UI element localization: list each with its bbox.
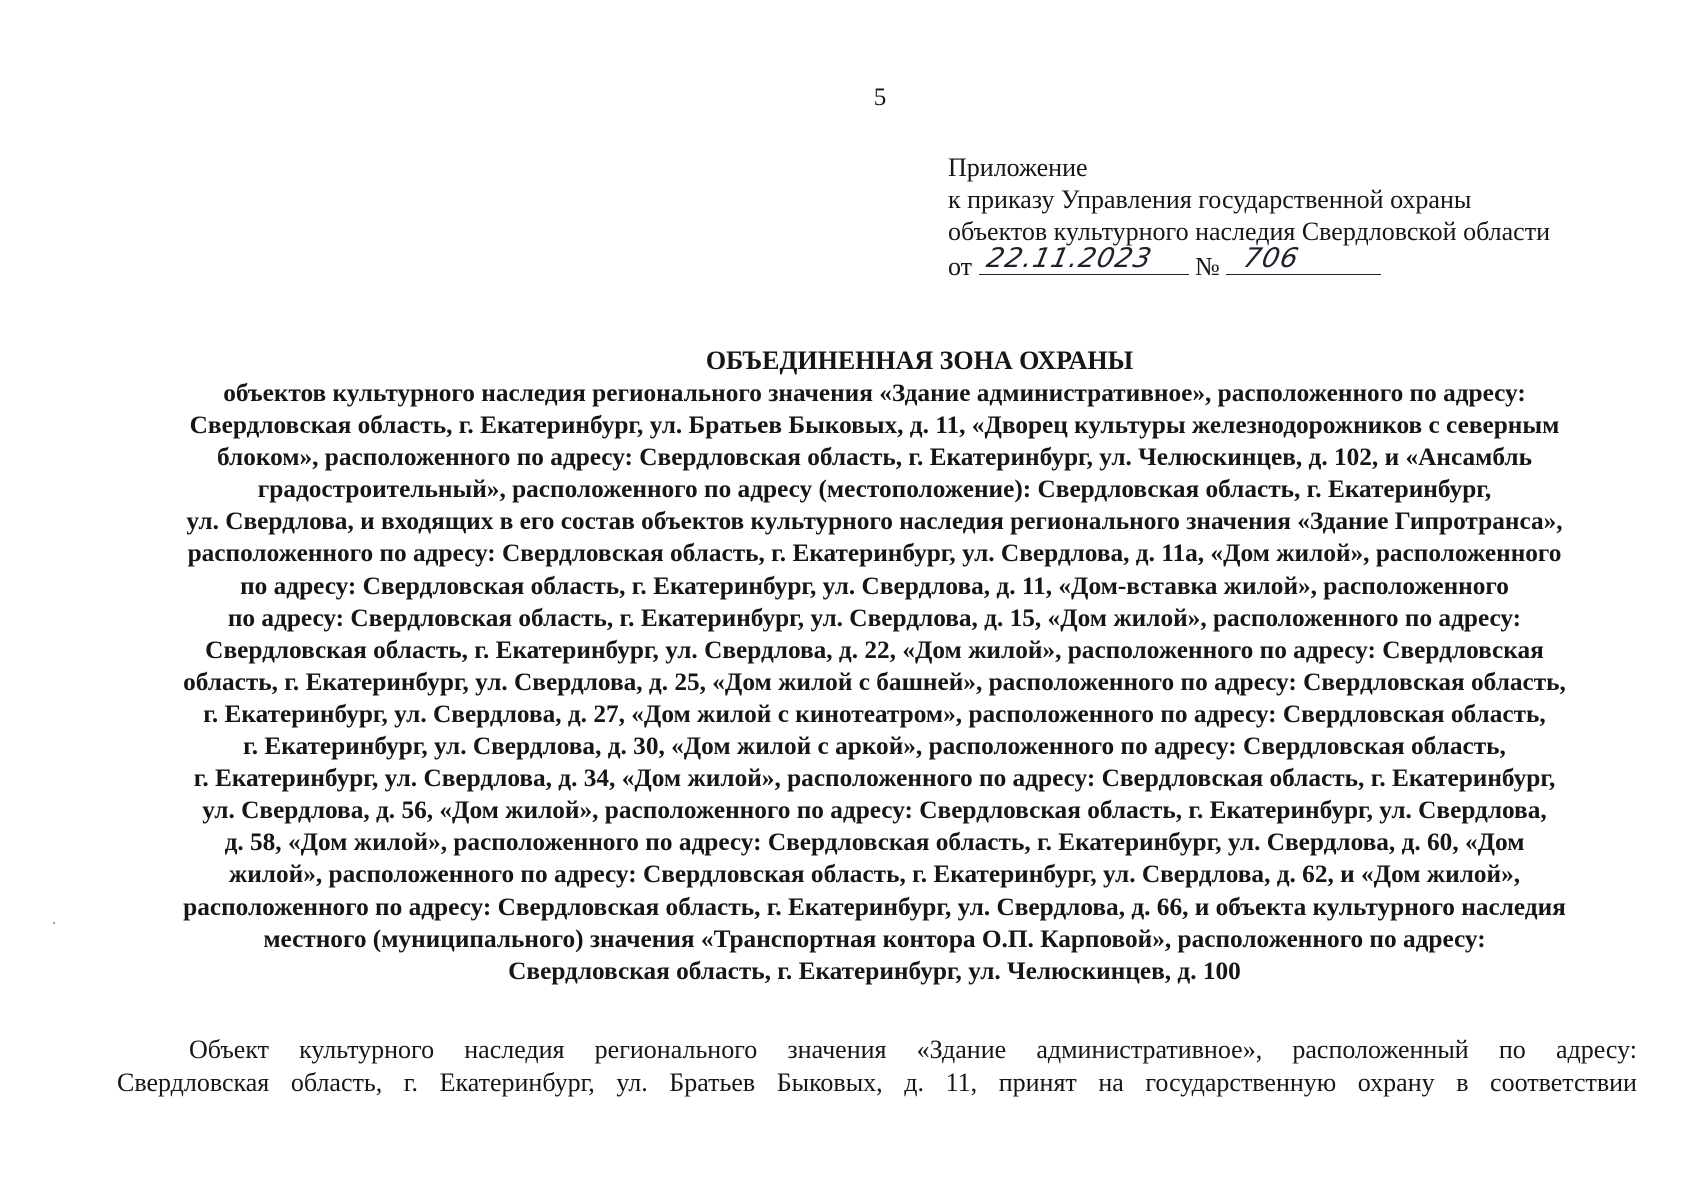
word: г. — [403, 1068, 419, 1097]
handwritten-date-field — [979, 243, 1189, 275]
order-date-number-line — [948, 243, 1550, 281]
document-title-block — [112, 345, 1637, 987]
word: д. — [904, 1068, 924, 1097]
handwritten-number-field — [1226, 243, 1381, 275]
title-line: жилой», расположенного по адресу: Свердловская область, г. Екатеринбург, ул. Свердлова, д. 62, и «Дом жилой», — [228, 860, 1521, 889]
appendix-order-ref: к приказу Управления государственной охраны — [948, 185, 1472, 214]
title-line: блоком», расположенного по адресу: Свердловская область, г. Екатеринбург, ул. Челюскинцев, д. 102, и «Ансамбль — [217, 443, 1532, 472]
word: адресу: — [1555, 1035, 1637, 1064]
title-line: Свердловская область, г. Екатеринбург, ул. Свердлова, д. 22, «Дом жилой», расположенного по адресу: Свердловская — [205, 635, 1544, 664]
word: регионального — [594, 1035, 758, 1064]
title-line: г. Екатеринбург, ул. Свердлова, д. 27, «Дом жилой с кинотеатром», расположенного по адресу: Свердловская область, — [203, 699, 1546, 728]
word: соответствии — [1490, 1068, 1637, 1097]
title-line: г. Екатеринбург, ул. Свердлова, д. 34, «Дом жилой», расположенного по адресу: Свердловская область, г. Екатеринбург, — [193, 764, 1556, 793]
handwritten-number: 706 — [1241, 243, 1303, 274]
word: принят — [998, 1068, 1077, 1097]
word: Объект — [189, 1035, 269, 1064]
title-line: расположенного по адресу: Свердловская область, г. Екатеринбург, ул. Свердлова, д. 66, и объекта культурного наследия — [183, 892, 1566, 921]
word: по — [1498, 1035, 1526, 1064]
word: Свердловская — [117, 1068, 270, 1097]
word: наследия — [464, 1035, 565, 1064]
handwritten-date: 22.11.2023 — [983, 243, 1155, 274]
title-line: по адресу: Свердловская область, г. Екатеринбург, ул. Свердлова, д. 11, «Дом-вставка жилой», расположенного — [240, 571, 1509, 600]
date-prefix: от — [948, 252, 973, 281]
appendix-authority: объектов культурного наследия Свердловской области — [948, 217, 1550, 246]
document-title: ОБЪЕДИНЕННАЯ ЗОНА ОХРАНЫ — [705, 346, 1134, 375]
word: государственную — [1145, 1068, 1337, 1097]
page-number: 5 — [873, 84, 887, 111]
appendix-label: Приложение — [948, 153, 1088, 182]
title-line: д. 58, «Дом жилой», расположенного по адресу: Свердловская область, г. Екатеринбург, ул. Свердлова, д. 60, «Дом — [224, 828, 1525, 857]
word: Братьев — [669, 1068, 756, 1097]
body-paragraph — [117, 1033, 1637, 1099]
title-line: ул. Свердлова, д. 56, «Дом жилой», расположенного по адресу: Свердловская область, г. Екатеринбург, ул. Свердлова, — [202, 796, 1547, 825]
number-prefix: № — [1195, 252, 1220, 281]
word: 11, — [945, 1068, 978, 1097]
title-line: Свердловская область, г. Екатеринбург, ул. Братьев Быковых, д. 11, «Дворец культуры железнодорожников с северным — [189, 411, 1560, 440]
word: Быковых, — [776, 1068, 883, 1097]
paragraph-line-2 — [117, 1066, 1637, 1099]
title-line: г. Екатеринбург, ул. Свердлова, д. 30, «Дом жилой с аркой», расположенного по адресу: Свердловская область, — [243, 732, 1506, 761]
title-line: местного (муниципального) значения «Транспортная контора О.П. Карповой», расположенного по адресу: — [263, 924, 1486, 953]
title-line: объектов культурного наследия регионального значения «Здание административное», расположенного по адресу: — [223, 379, 1526, 407]
title-line: ул. Свердлова, и входящих в его состав объектов культурного наследия регионального значения «Здание Гипротранса», — [186, 507, 1563, 536]
title-line: область, г. Екатеринбург, ул. Свердлова, д. 25, «Дом жилой с башней», расположенного по адресу: Свердловская область, — [183, 667, 1566, 696]
word: на — [1098, 1068, 1124, 1097]
appendix-header — [948, 152, 1550, 280]
title-line: Свердловская область, г. Екатеринбург, ул. Челюскинцев, д. 100 — [508, 956, 1241, 985]
word: расположенный — [1292, 1035, 1469, 1064]
word: в — [1456, 1068, 1469, 1097]
word: «Здание — [916, 1035, 1007, 1064]
word: культурного — [299, 1035, 435, 1064]
title-line: по адресу: Свердловская область, г. Екатеринбург, ул. Свердлова, д. 15, «Дом жилой», расположенного по адресу: — [227, 603, 1522, 632]
word: охрану — [1357, 1068, 1435, 1097]
word: Екатеринбург, — [439, 1068, 595, 1097]
title-line: расположенного по адресу: Свердловская область, г. Екатеринбург, ул. Свердлова, д. 11а, «Дом жилой», расположенного — [187, 539, 1562, 568]
word: административное», — [1036, 1035, 1263, 1064]
scan-speck — [53, 922, 55, 924]
paragraph-line-1 — [117, 1033, 1637, 1066]
word: область, — [290, 1068, 383, 1097]
title-line: градостроительный», расположенного по адресу (местоположение): Свердловская область, г. Екатеринбург, — [257, 475, 1492, 504]
word: значения — [787, 1035, 887, 1064]
word: ул. — [616, 1068, 648, 1097]
